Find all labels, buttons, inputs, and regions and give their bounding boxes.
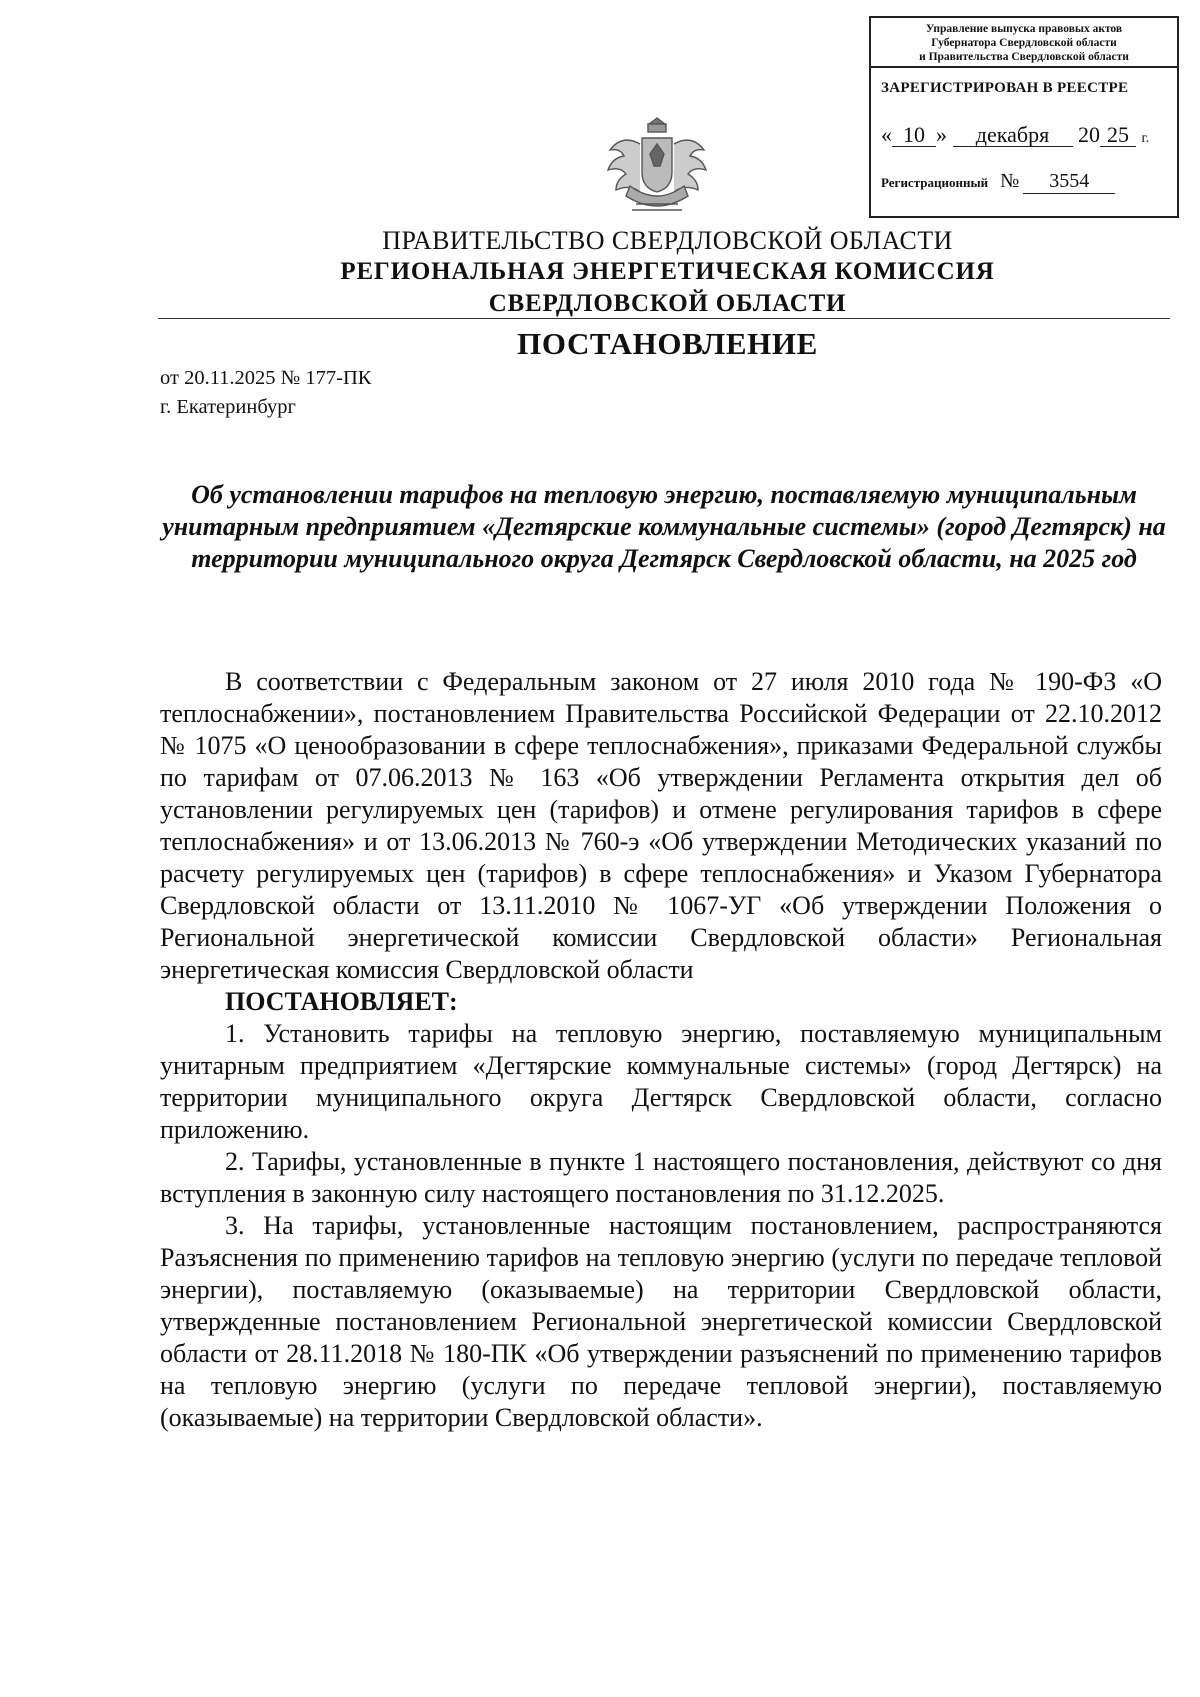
stamp-month: декабря — [953, 124, 1073, 147]
document-date-number: от 20.11.2025 № 177-ПК — [160, 367, 372, 389]
stamp-day: 10 — [892, 124, 936, 147]
document-type: ПОСТАНОВЛЕНИЕ — [517, 326, 818, 361]
stamp-registered-label: ЗАРЕГИСТРИРОВАН В РЕЕСТРЕ — [881, 80, 1129, 96]
registration-stamp — [869, 16, 1179, 218]
stamp-office — [871, 18, 1177, 68]
document-city: г. Екатеринбург — [160, 396, 296, 418]
stamp-office-line1: Управление выпуска правовых актов — [925, 23, 1123, 35]
coat-of-arms-icon — [592, 114, 722, 218]
resolves-heading: ПОСТАНОВЛЯЕТ: — [225, 987, 458, 1016]
stamp-quote-close: » — [936, 122, 947, 147]
government-title: ПРАВИТЕЛЬСТВО СВЕРДЛОВСКОЙ ОБЛАСТИ — [382, 226, 953, 255]
item-2-paragraph: 2. Тарифы, установленные в пункте 1 настоящего постановления, действуют со дня вступления в законную силу настоящего постановления по 31.12.2025. — [160, 1147, 1162, 1208]
document-title: Об установлении тарифов на тепловую энергию, поставляемую муниципальным унитарным предприятием «Дегтярские коммунальные системы» (город Дегтярск) на территории муниципального округа Дегтярск Свердловской области, на 2025 год — [162, 480, 1166, 573]
stamp-year-abbr: г. — [1141, 131, 1150, 146]
stamp-office-line2: Губернатора Свердловской области — [931, 37, 1117, 49]
header-divider — [158, 318, 1170, 319]
stamp-office-line3: и Правительства Свердловской области — [919, 51, 1129, 63]
stamp-quote-open: « — [881, 122, 892, 147]
stamp-number — [881, 170, 1115, 194]
item-1-paragraph: 1. Установить тарифы на тепловую энергию, поставляемую муниципальным унитарным предприятием «Дегтярские коммунальные системы» (город Дегтярск) на территории муниципального округа Дегтярск Свердловской области, согласно приложению. — [160, 1019, 1162, 1144]
item-3-paragraph: 3. На тарифы, установленные настоящим постановлением, распространяются Разъяснения по применению тарифов на тепловую энергию (услуги по передаче тепловой энергии), поставляемую (оказываемые) на территории Свердловской области, утвержденные постановлением Региональной энергетической комиссии Свердловской области от 28.11.2018 № 180-ПК «Об утверждении разъяснений по применению тарифов на тепловую энергию (услуги по передаче тепловой энергии), поставляемую (оказываемые) на территории Свердловской области». — [160, 1211, 1162, 1432]
stamp-year-prefix: 20 — [1078, 122, 1100, 147]
commission-title-line2: СВЕРДЛОВСКОЙ ОБЛАСТИ — [488, 290, 847, 317]
stamp-reg-number: 3554 — [1023, 170, 1115, 194]
preamble-paragraph: В соответствии с Федеральным законом от 27 июля 2010 года № 190-ФЗ «О теплоснабжении», постановлением Правительства Российской Федерации от 22.10.2012 № 1075 «О ценообразовании в сфере теплоснабжения», приказами Федеральной службы по тарифам от 07.06.2013 № 163 «Об утверждении Регламента открытия дел об установлении регулируемых цен (тарифов) и отмене регулирования тарифов в сфере теплоснабжения» и от 13.06.2013 № 760-э «Об утверждении Методических указаний по расчету регулируемых цен (тарифов) в сфере теплоснабжения» и Указом Губернатора Свердловской области от 13.11.2010 № 1067-УГ «Об утверждении Положения о Региональной энергетической комиссии Свердловской области» Региональная энергетическая комиссия Свердловской области — [160, 667, 1162, 984]
stamp-reg-label: Регистрационный — [881, 175, 989, 190]
stamp-no-sign: № — [1000, 170, 1020, 192]
document-body — [160, 666, 1162, 1434]
stamp-year-suffix: 25 — [1100, 124, 1136, 147]
commission-title-line1: РЕГИОНАЛЬНАЯ ЭНЕРГЕТИЧЕСКАЯ КОМИССИЯ — [340, 258, 995, 285]
stamp-date — [881, 122, 1149, 148]
